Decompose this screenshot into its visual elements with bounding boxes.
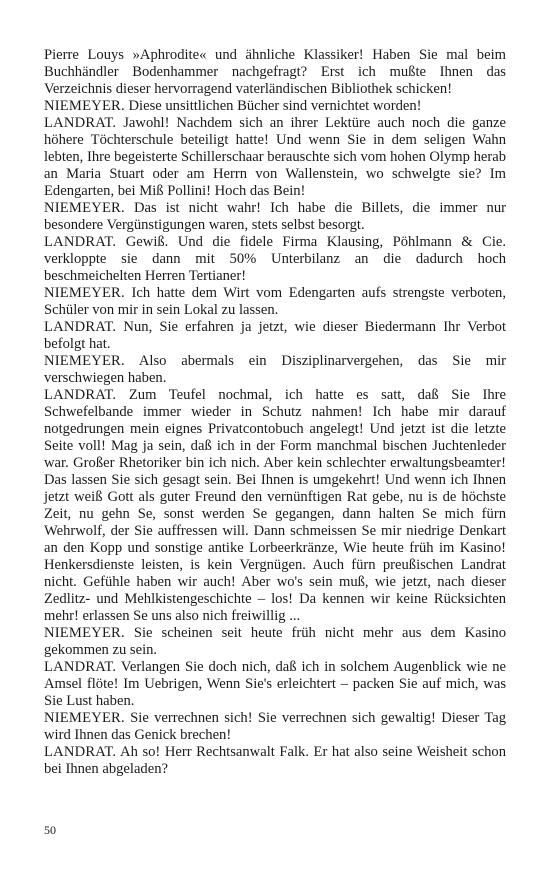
paragraph-4: [44, 200, 506, 234]
paragraph-10: [44, 625, 506, 659]
body-text: [44, 47, 506, 778]
speaker-name: LANDRAT.: [44, 744, 117, 760]
paragraph-text: Also abermals ein Disziplinarvergehen, das Sie mir verschwiegen haben.: [44, 353, 506, 386]
paragraph-9: [44, 387, 506, 625]
speaker-name: NIEMEYER.: [44, 98, 125, 114]
paragraph-text: Zum Teufel nochmal, ich hatte es satt, daß Sie Ihre Schwefelbande immer wieder in Schutz nahmen! Ich habe mir darauf notgedrungen mein eignes Privatcontobuch angelegt! Und jetzt ist die letzte Seite voll! Mag ja sein, daß ich in der Form manchmal bischen Juchtenleder war. Großer Rhetoriker bin ich nich. Aber kein schlechter erwaltungsbeamter! Das lassen Sie sich gesagt sein. Bei Ihnen is umgekehrt! Und wenn ich Ihnen jetzt weiß Gott als guter Freund den vernünftigen Rat gebe, nu is de höchste Zeit, nu gehn Se, sonst werden Se gegangen, dann halten Se mich fürn Wehrwolf, der Sie auffressen will. Dann schmeissen Se mir niedrige Denkart an den Kopp und sonstige antike Lorbeerkränze, Wie heute früh im Kasino! Henkersdienste leisten, is kein Vergnügen. Auch fürn preußischen Landrat nicht. Gefühle haben wir auch! Aber wo's sein muß, wie jetzt, nach dieser Zedlitz- und Mehlkistengeschichte – los! Da kennen wir keine Rücksichten mehr! erlassen Se uns also nich freiwillig ...: [44, 387, 506, 624]
paragraph-text: Sie verrechnen sich! Sie verrechnen sich gewaltig! Dieser Tag wird Ihnen das Genick brechen!: [44, 710, 506, 743]
speaker-name: NIEMEYER.: [44, 353, 125, 369]
speaker-name: NIEMEYER.: [44, 285, 125, 301]
paragraph-text: Ah so! Herr Rechtsanwalt Falk. Er hat also seine Weisheit schon bei Ihnen abgeladen?: [44, 744, 506, 777]
speaker-name: LANDRAT.: [44, 659, 117, 675]
paragraph-text: Verlangen Sie doch nich, daß ich in solchem Augenblick wie ne Amsel flöte! Im Uebrigen, Wenn Sie's erleichtert – packen Sie auf mich, was Sie Lust haben.: [44, 659, 506, 709]
paragraph-text: Nun, Sie erfahren ja jetzt, wie dieser Biedermann Ihr Verbot befolgt hat.: [44, 319, 506, 352]
paragraph-1: [44, 47, 506, 98]
paragraph-12: [44, 710, 506, 744]
speaker-name: NIEMEYER.: [44, 200, 125, 216]
speaker-name: LANDRAT.: [44, 387, 117, 403]
paragraph-8: [44, 353, 506, 387]
paragraph-5: [44, 234, 506, 285]
paragraph-3: [44, 115, 506, 200]
paragraph-text: Ich hatte dem Wirt vom Edengarten aufs strengste verboten, Schüler von mir in sein Lokal zu lassen.: [44, 285, 506, 318]
paragraph-text: Pierre Louys »Aphrodite« und ähnliche Klassiker! Haben Sie mal beim Buchhändler Bodenhammer nachgefragt? Erst ich mußte Ihnen das Verzeichnis dieser hervorragend vaterländischen Bibliothek schicken!: [44, 47, 506, 97]
speaker-name: LANDRAT.: [44, 234, 117, 250]
speaker-name: LANDRAT.: [44, 319, 117, 335]
speaker-name: LANDRAT.: [44, 115, 117, 131]
paragraph-11: [44, 659, 506, 710]
paragraph-text: Jawohl! Nachdem sich an ihrer Lektüre auch noch die ganze höhere Töchterschule beteiligt hatte! Und wenn Sie in dem seligen Wahn lebten, Ihre begeisterte Schillerschaar berauschte sich vom hohen Olymp herab an Maria Stuart oder am Herrn von Wallenstein, wo schwelgte sie? Im Edengarten, bei Miß Pollini! Hoch das Bein!: [44, 115, 506, 199]
paragraph-2: [44, 98, 506, 115]
page-number: 50: [44, 823, 56, 837]
speaker-name: NIEMEYER.: [44, 625, 125, 641]
paragraph-text: Diese unsittlichen Bücher sind vernichtet worden!: [124, 98, 422, 114]
paragraph-text: Sie scheinen seit heute früh nicht mehr aus dem Kasino gekommen zu sein.: [44, 625, 506, 658]
paragraph-text: Gewiß. Und die fidele Firma Klausing, Pöhlmann & Cie. verkloppte sie dann mit 50% Unterbilanz an die dadurch hoch beschmeichelten Herren Tertianer!: [44, 234, 506, 284]
paragraph-7: [44, 319, 506, 353]
paragraph-13: [44, 744, 506, 778]
paragraph-6: [44, 285, 506, 319]
speaker-name: NIEMEYER.: [44, 710, 125, 726]
paragraph-text: Das ist nicht wahr! Ich habe die Billets, die immer nur besondere Vergünstigungen waren, stets selbst besorgt.: [44, 200, 506, 233]
